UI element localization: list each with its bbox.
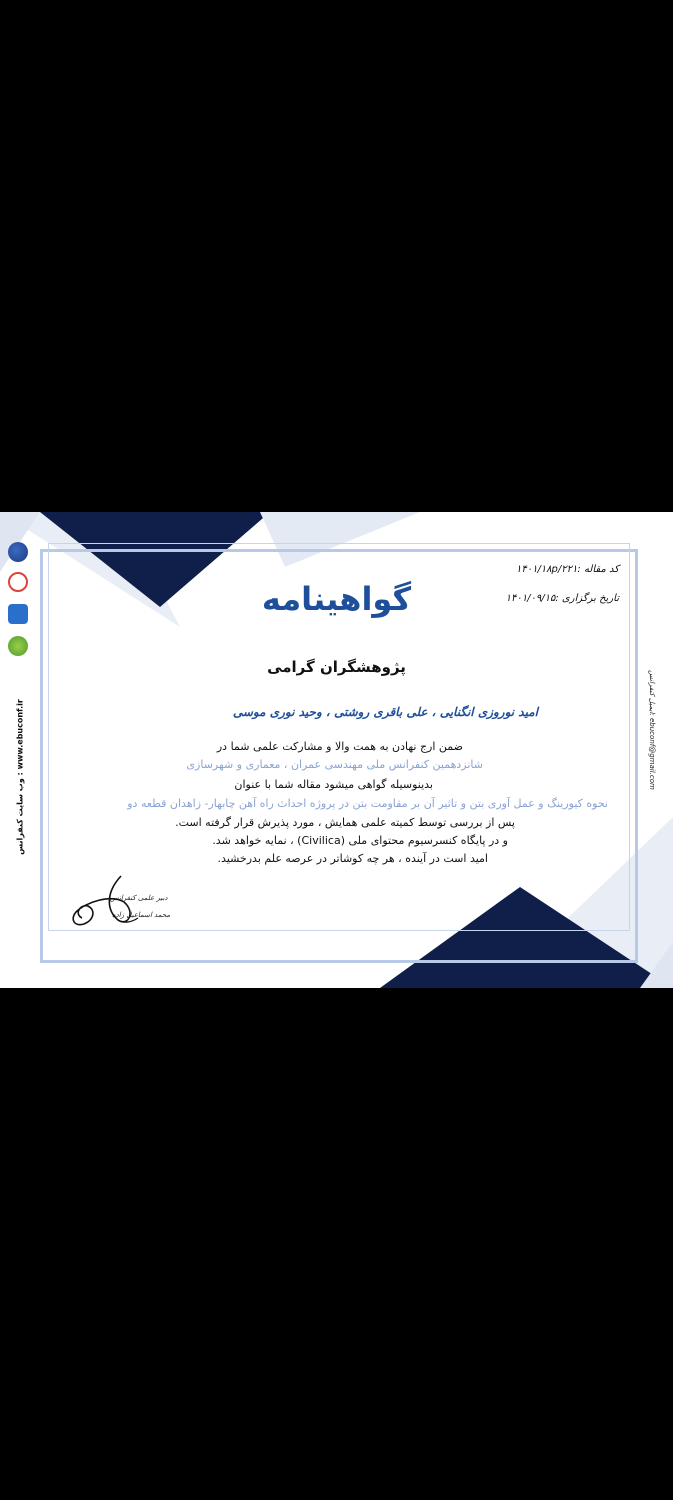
event-date: تاریخ برگزاری :۱۴۰۱/۰۹/۱۵ <box>505 593 619 604</box>
website-text: وب سایت کنفرانس : www.ebuconf.ir <box>15 699 25 855</box>
paper-code: کد مقاله :۱۴۰۱/۱۸p/۲۲۱ <box>515 564 619 575</box>
intro-text: ضمن ارج نهادن به همت والا و مشارکت علمی شما در <box>216 740 463 753</box>
accepted-text: پس از بررسی توسط کمیته علمی همایش ، مورد پذیرش قرار گرفته است. <box>175 816 515 829</box>
certificate <box>0 512 673 988</box>
signer-name: محمد اسماعیل زاده <box>112 911 171 919</box>
signature-image <box>66 872 176 932</box>
civilica-logo-icon <box>8 542 28 562</box>
authors: امید نوروزی انگنایی ، علی باقری روشتی ، وحید نوری موسی <box>232 705 538 719</box>
signer-role: دبیر علمی کنفرانس <box>110 894 168 902</box>
certify-text: بدینوسیله گواهی میشود مقاله شما با عنوان <box>234 778 433 791</box>
greeting: پژوهشگران گرامی <box>267 658 406 676</box>
email-text: ایمیل کنفرانس: ebuconf@gmail.com <box>648 670 656 790</box>
closing-text: امید است در آینده ، هر چه کوشاتر در عرصه علم بدرخشید. <box>217 852 488 865</box>
paper-title: نحوه کیورینگ و عمل آوری بتن و تاثیر آن بر مقاومت بتن در پروژه احداث راه آهن چابهار- زاهدان قطعه دو <box>127 797 608 810</box>
conference-name: شانزدهمین کنفرانس ملی مهندسی عمران ، معماری و شهرسازی <box>186 758 483 771</box>
page-title: گواهینامه <box>261 580 412 618</box>
partner-logo-icon <box>8 636 28 656</box>
indexed-text: و در پایگاه کنسرسیوم محتوای ملی (Civilica) ، نمایه خواهد شد. <box>212 834 508 847</box>
